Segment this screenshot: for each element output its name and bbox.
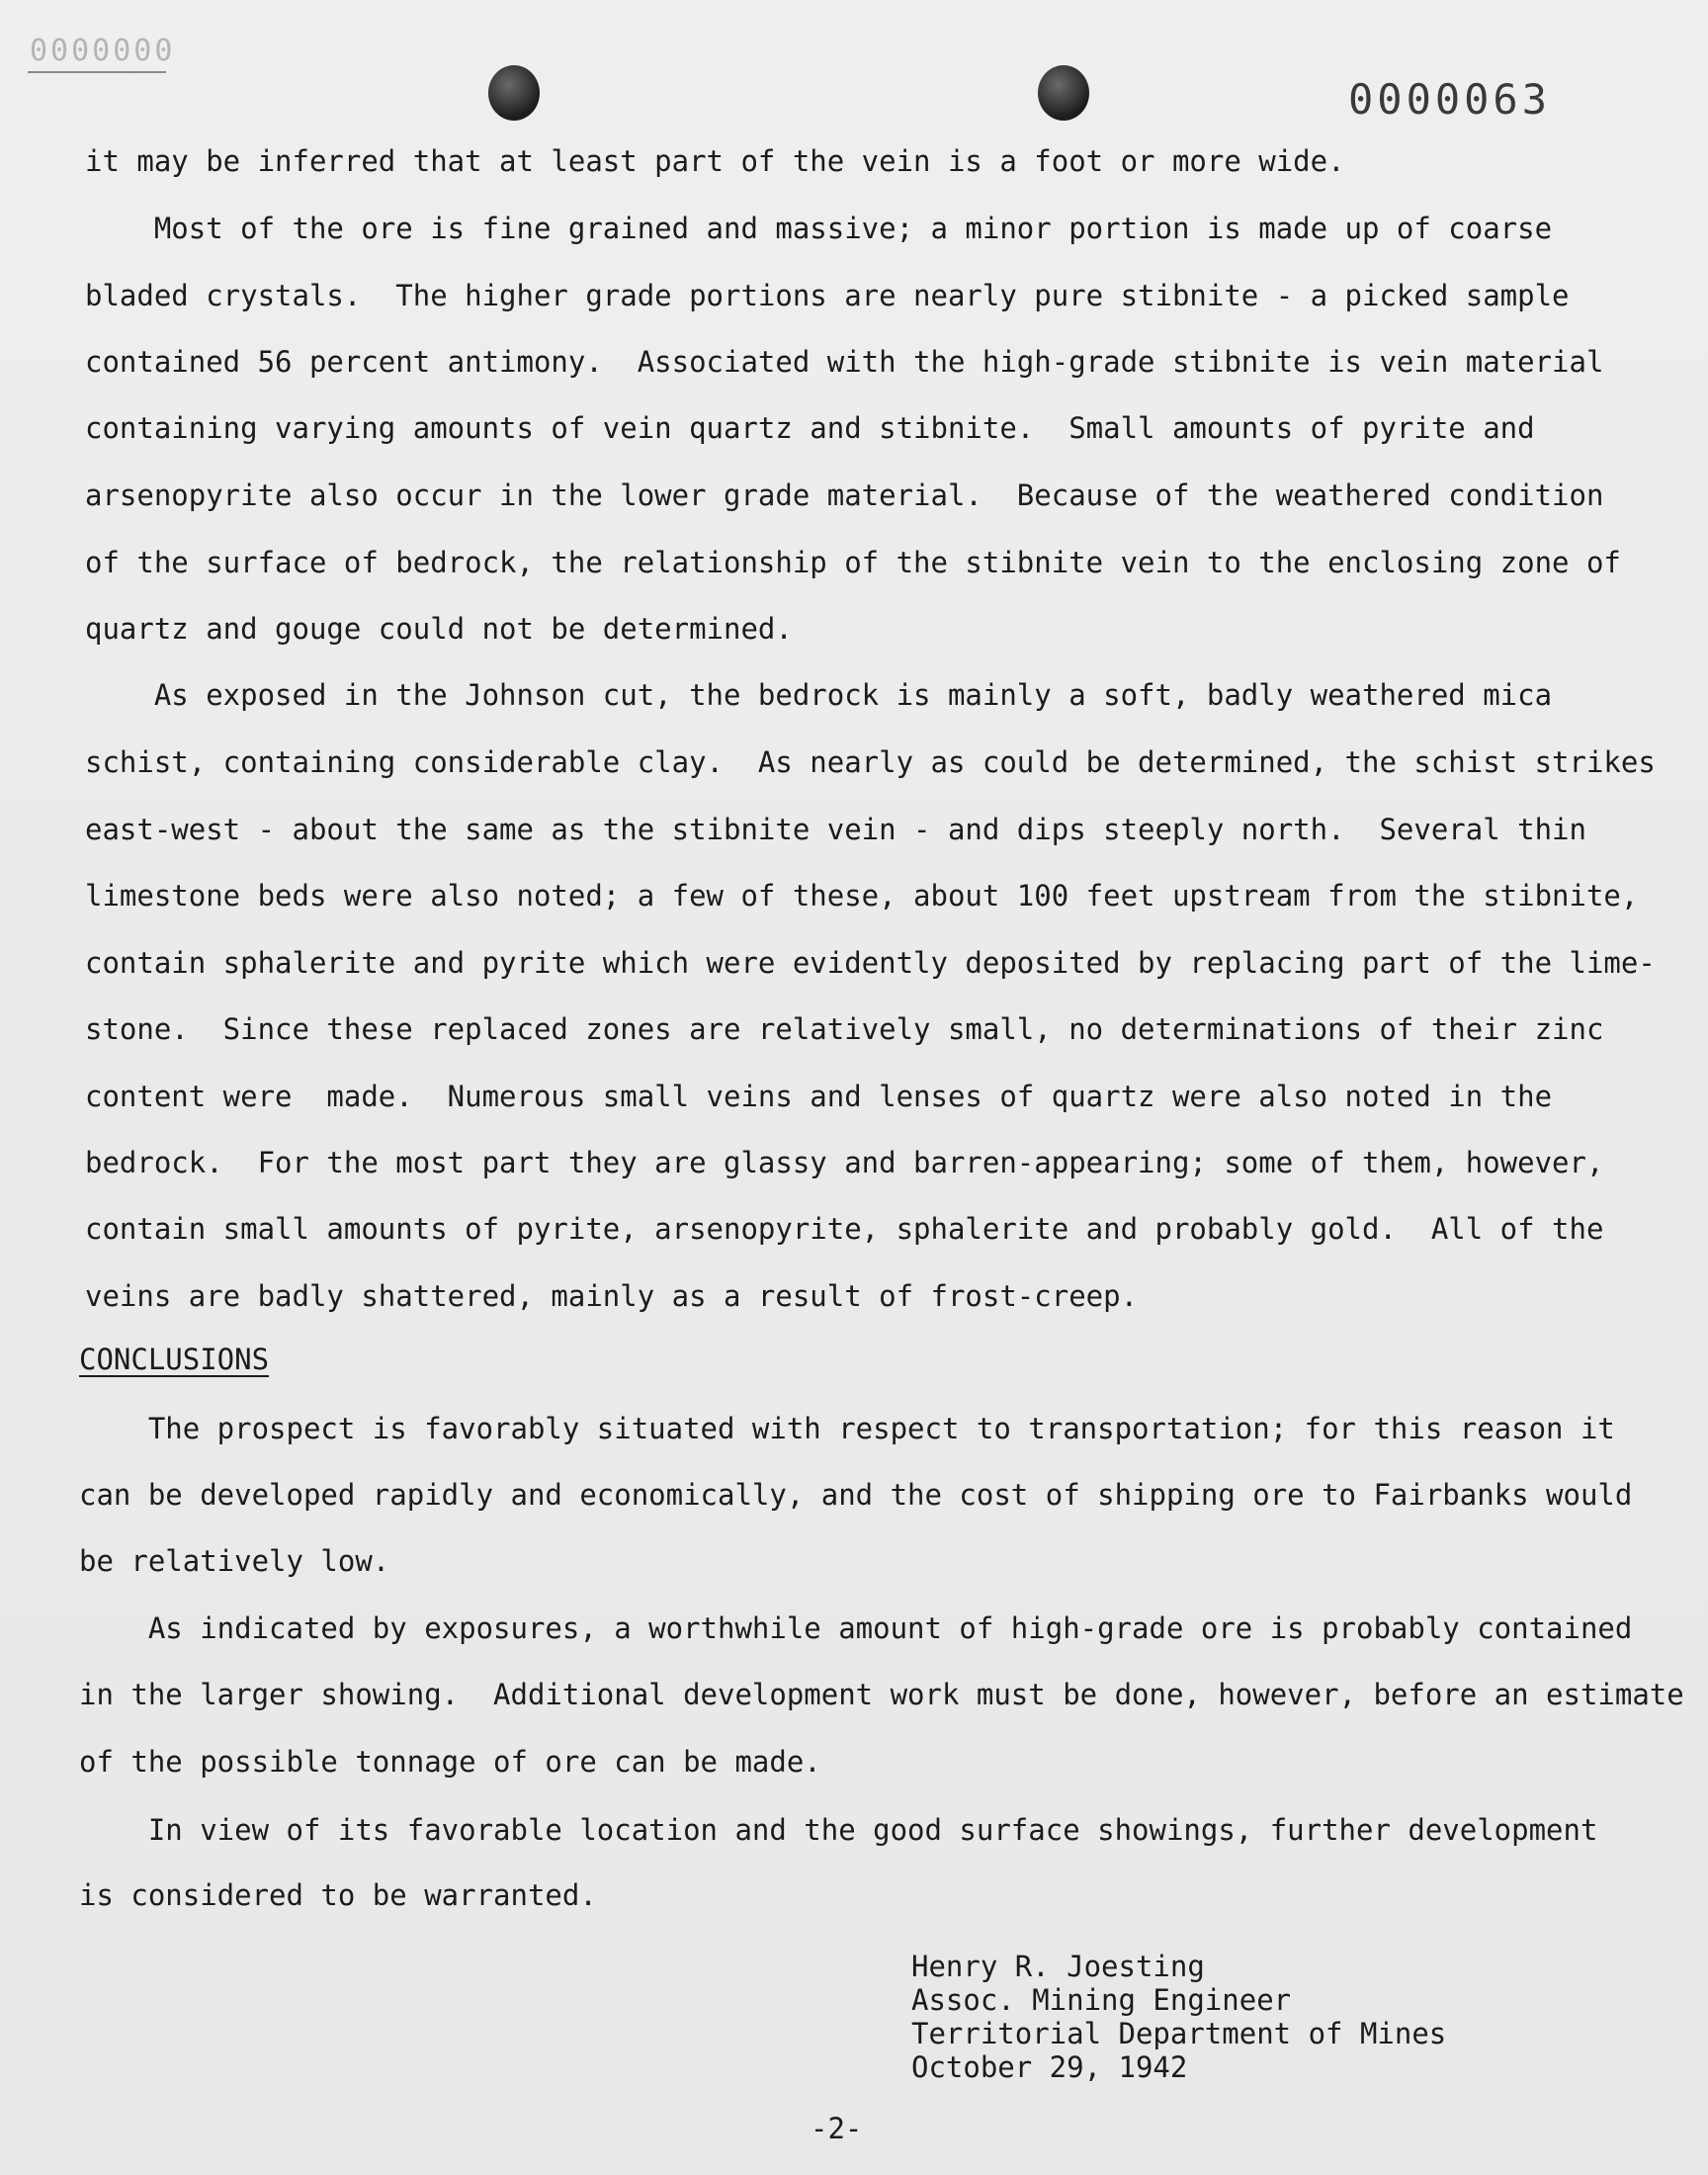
text-line: schist, containing considerable clay. As nearly as could be determined, the schist strikes (85, 745, 1656, 779)
signature-date: October 29, 1942 (911, 2050, 1188, 2084)
text-line: veins are badly shattered, mainly as a result of frost-creep. (85, 1279, 1139, 1313)
text-line: can be developed rapidly and economically, and the cost of shipping ore to Fairbanks would (79, 1478, 1633, 1512)
text-line: contain sphalerite and pyrite which were evidently deposited by replacing part of the lime- (85, 946, 1656, 980)
punch-hole-right (1038, 65, 1089, 121)
signer-department: Territorial Department of Mines (911, 2017, 1447, 2050)
text-line: of the possible tonnage of ore can be made. (79, 1745, 821, 1779)
text-line: of the surface of bedrock, the relationship of the stibnite vein to the enclosing zone of (85, 546, 1621, 579)
document-stamp-number: 0000063 (1348, 75, 1552, 124)
text-line: quartz and gouge could not be determined. (85, 612, 793, 646)
text-line: east-west - about the same as the stibnite vein - and dips steeply north. Several thin (85, 813, 1586, 846)
text-line: In view of its favorable location and the good surface showings, further development (79, 1813, 1598, 1847)
text-line: containing varying amounts of vein quartz and stibnite. Small amounts of pyrite and (85, 411, 1535, 445)
text-line: arsenopyrite also occur in the lower grade material. Because of the weathered condition (85, 478, 1604, 512)
text-line: The prospect is favorably situated with respect to transportation; for this reason it (79, 1412, 1615, 1445)
page-number: -2- (811, 2112, 863, 2145)
signer-title: Assoc. Mining Engineer (911, 1983, 1292, 2017)
conclusions-heading: CONCLUSIONS (79, 1343, 270, 1376)
text-line: content were made. Numerous small veins and lenses of quartz were also noted in the (85, 1080, 1553, 1113)
text-line: contain small amounts of pyrite, arsenopyrite, sphalerite and probably gold. All of the (85, 1212, 1604, 1246)
text-line: it may be inferred that at least part of the vein is a foot or more wide. (85, 144, 1345, 178)
signer-name: Henry R. Joesting (911, 1950, 1205, 1983)
text-line: As indicated by exposures, a worthwhile amount of high-grade ore is probably contained (79, 1611, 1633, 1645)
text-line: As exposed in the Johnson cut, the bedrock is mainly a soft, badly weathered mica (85, 678, 1553, 712)
text-line: contained 56 percent antimony. Associated with the high-grade stibnite is vein material (85, 345, 1604, 379)
text-line: be relatively low. (79, 1544, 390, 1578)
faint-pen-stroke (28, 71, 166, 73)
text-line: bedrock. For the most part they are glassy and barren-appearing; some of them, however, (85, 1146, 1604, 1179)
text-line: stone. Since these replaced zones are relatively small, no determinations of their zinc (85, 1012, 1604, 1046)
text-line: is considered to be warranted. (79, 1878, 597, 1912)
faint-archive-mark: 0000000 (30, 34, 176, 68)
punch-hole-left (488, 65, 540, 121)
text-line: in the larger showing. Additional development work must be done, however, before an estimate (79, 1678, 1684, 1711)
text-line: limestone beds were also noted; a few of these, about 100 feet upstream from the stibnite, (85, 879, 1639, 913)
text-line: bladed crystals. The higher grade portions are nearly pure stibnite - a picked sample (85, 279, 1570, 312)
text-line: Most of the ore is fine grained and massive; a minor portion is made up of coarse (85, 212, 1553, 245)
